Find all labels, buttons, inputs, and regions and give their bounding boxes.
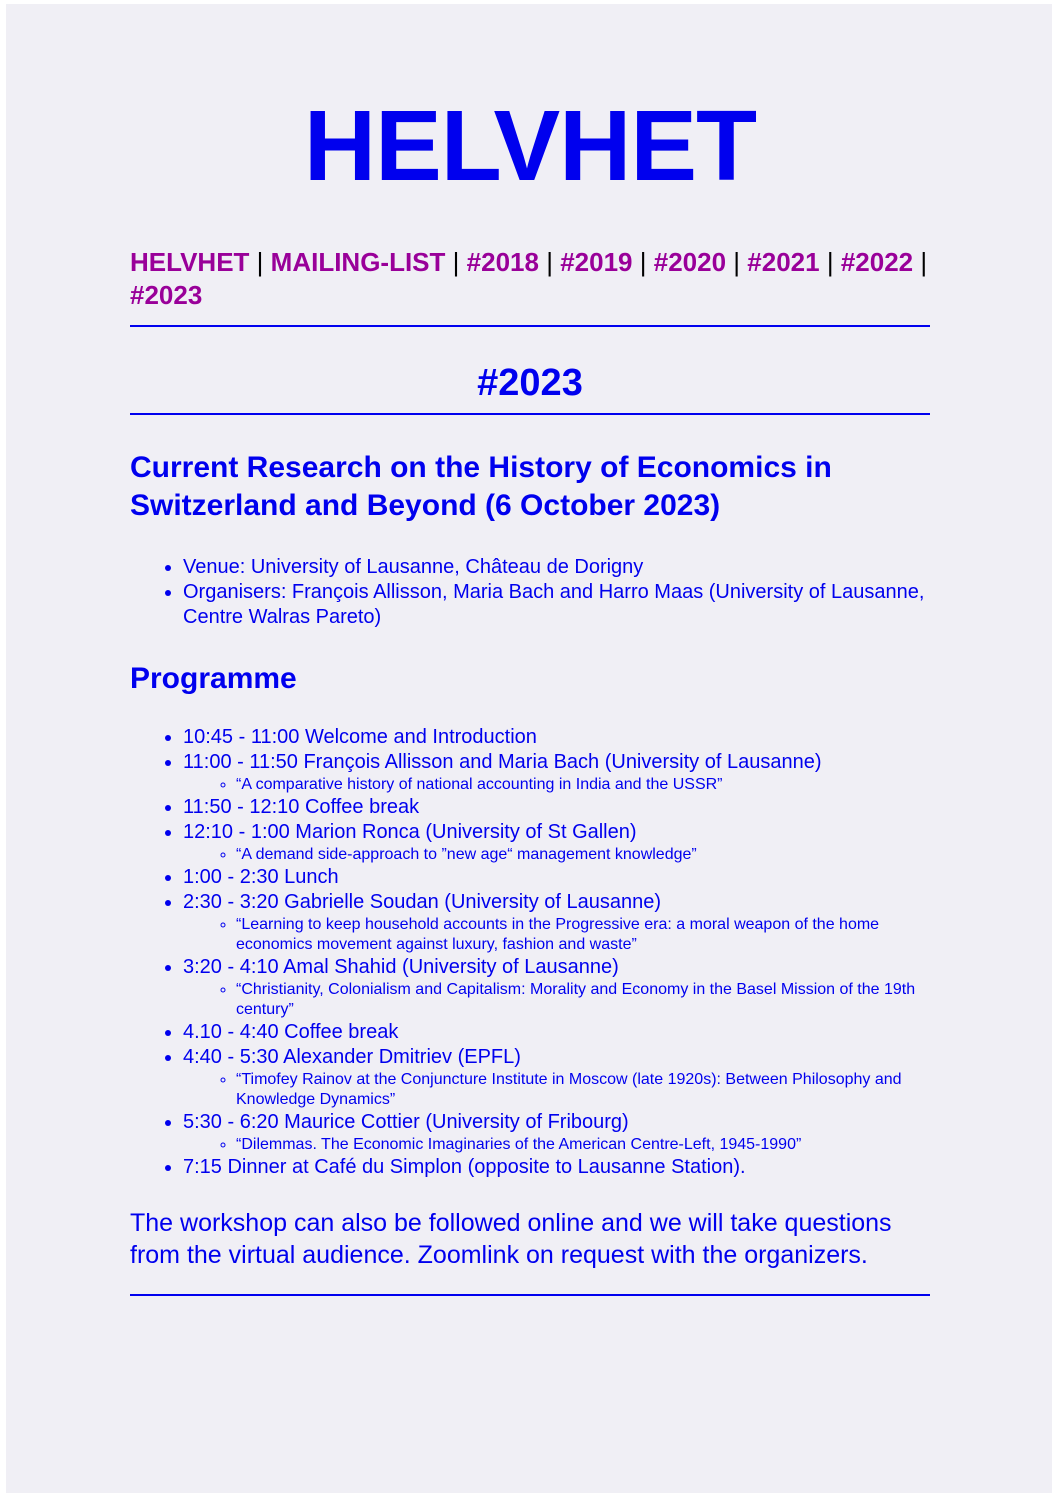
talk-title: ◦ “Dilemmas. The Economic Imaginaries of the American Centre-Left, 1945-1990” [236,1135,930,1155]
programme-item [183,750,930,795]
programme-item-text: 5:30 - 6:20 Maurice Cottier (University of Fribourg) [183,1111,629,1133]
divider [130,325,930,327]
section-title: #2023 [477,362,583,404]
nav-separator: | [826,247,834,277]
programme-heading: Programme [130,662,297,695]
nav-separator: | [452,247,460,277]
top-nav [130,246,930,312]
programme-item-text: 2:30 - 3:20 Gabrielle Soudan (University of Lausanne) [183,891,662,913]
nav-link-2019[interactable]: #2019 [560,247,633,277]
nav-link-mailing-list[interactable]: MAILING-LIST [270,247,446,277]
nav-link-2021[interactable]: #2021 [747,247,820,277]
content [130,4,930,1296]
nav-separator: | [920,247,928,277]
programme-item-text: 11:00 - 11:50 François Allisson and Maria Bach (University of Lausanne) [183,751,822,773]
talk-title: ◦ “A demand side-approach to ”new age“ management knowledge” [236,845,930,865]
talk-title: ◦ “Timofey Rainov at the Conjuncture Institute in Moscow (late 1920s): Between Philosophy and Knowledge Dynamics” [236,1070,930,1110]
programme-item-text: 7:15 Dinner at Café du Simplon (opposite to Lausanne Station). [183,1156,746,1178]
talk-title: ◦ “Christianity, Colonialism and Capitalism: Morality and Economy in the Basel Mission of the 19th century” [236,980,930,1020]
programme-item-text: 11:50 - 12:10 Coffee break [183,796,420,818]
programme-item-text: 4:40 - 5:30 Alexander Dmitriev (EPFL) [183,1046,521,1068]
nav-link-helvhet[interactable]: HELVHET [130,247,250,277]
programme-item-text: 12:10 - 1:00 Marion Ronca (University of St Gallen) [183,821,637,843]
talk-title: ◦ “A comparative history of national accounting in India and the USSR” [236,775,930,795]
nav-link-2018[interactable]: #2018 [466,247,539,277]
page [6,4,1052,1493]
programme-list [130,725,930,1180]
programme-item [183,820,930,865]
online-note: The workshop can also be followed online and we will take questions from the virtual audience. Zoomlink on request with the organizers. [130,1209,892,1269]
nav-link-2020[interactable]: #2020 [653,247,727,277]
nav-link-2023[interactable]: #2023 [130,280,203,310]
programme-item [183,955,930,1020]
programme-item [183,1155,930,1180]
nav-separator: | [639,247,647,277]
event-details [130,555,930,630]
nav-separator: | [256,247,264,277]
programme-item [183,725,930,750]
event-organisers: • Organisers: François Allisson, Maria Bach and Harro Maas (University of Lausanne, Centre Walras Pareto) [183,580,930,630]
programme-item [183,890,930,955]
nav-link-2022[interactable]: #2022 [840,247,914,277]
divider [130,413,930,415]
event-title: Current Research on the History of Economics in Switzerland and Beyond (6 October 2023) [130,451,832,522]
programme-item-text: 4.10 - 4:40 Coffee break [183,1021,399,1043]
programme-item-text: 1:00 - 2:30 Lunch [183,866,339,888]
programme-item [183,795,930,820]
divider [130,1294,930,1296]
programme-item-text: 3:20 - 4:10 Amal Shahid (University of Lausanne) [183,956,619,978]
programme-item [183,1045,930,1110]
nav-separator: | [733,247,741,277]
talk-title: ◦ “Learning to keep household accounts in the Progressive era: a moral weapon of the home economics movement against luxury, fashion and waste” [236,915,930,955]
nav-separator: | [546,247,553,277]
programme-item [183,1020,930,1045]
programme-item [183,1110,930,1155]
programme-item-text: 10:45 - 11:00 Welcome and Introduction [183,726,537,748]
event-venue: • Venue: University of Lausanne, Château de Dorigny [183,555,930,580]
programme-item [183,865,930,890]
site-title[interactable]: HELVHET [303,90,757,202]
